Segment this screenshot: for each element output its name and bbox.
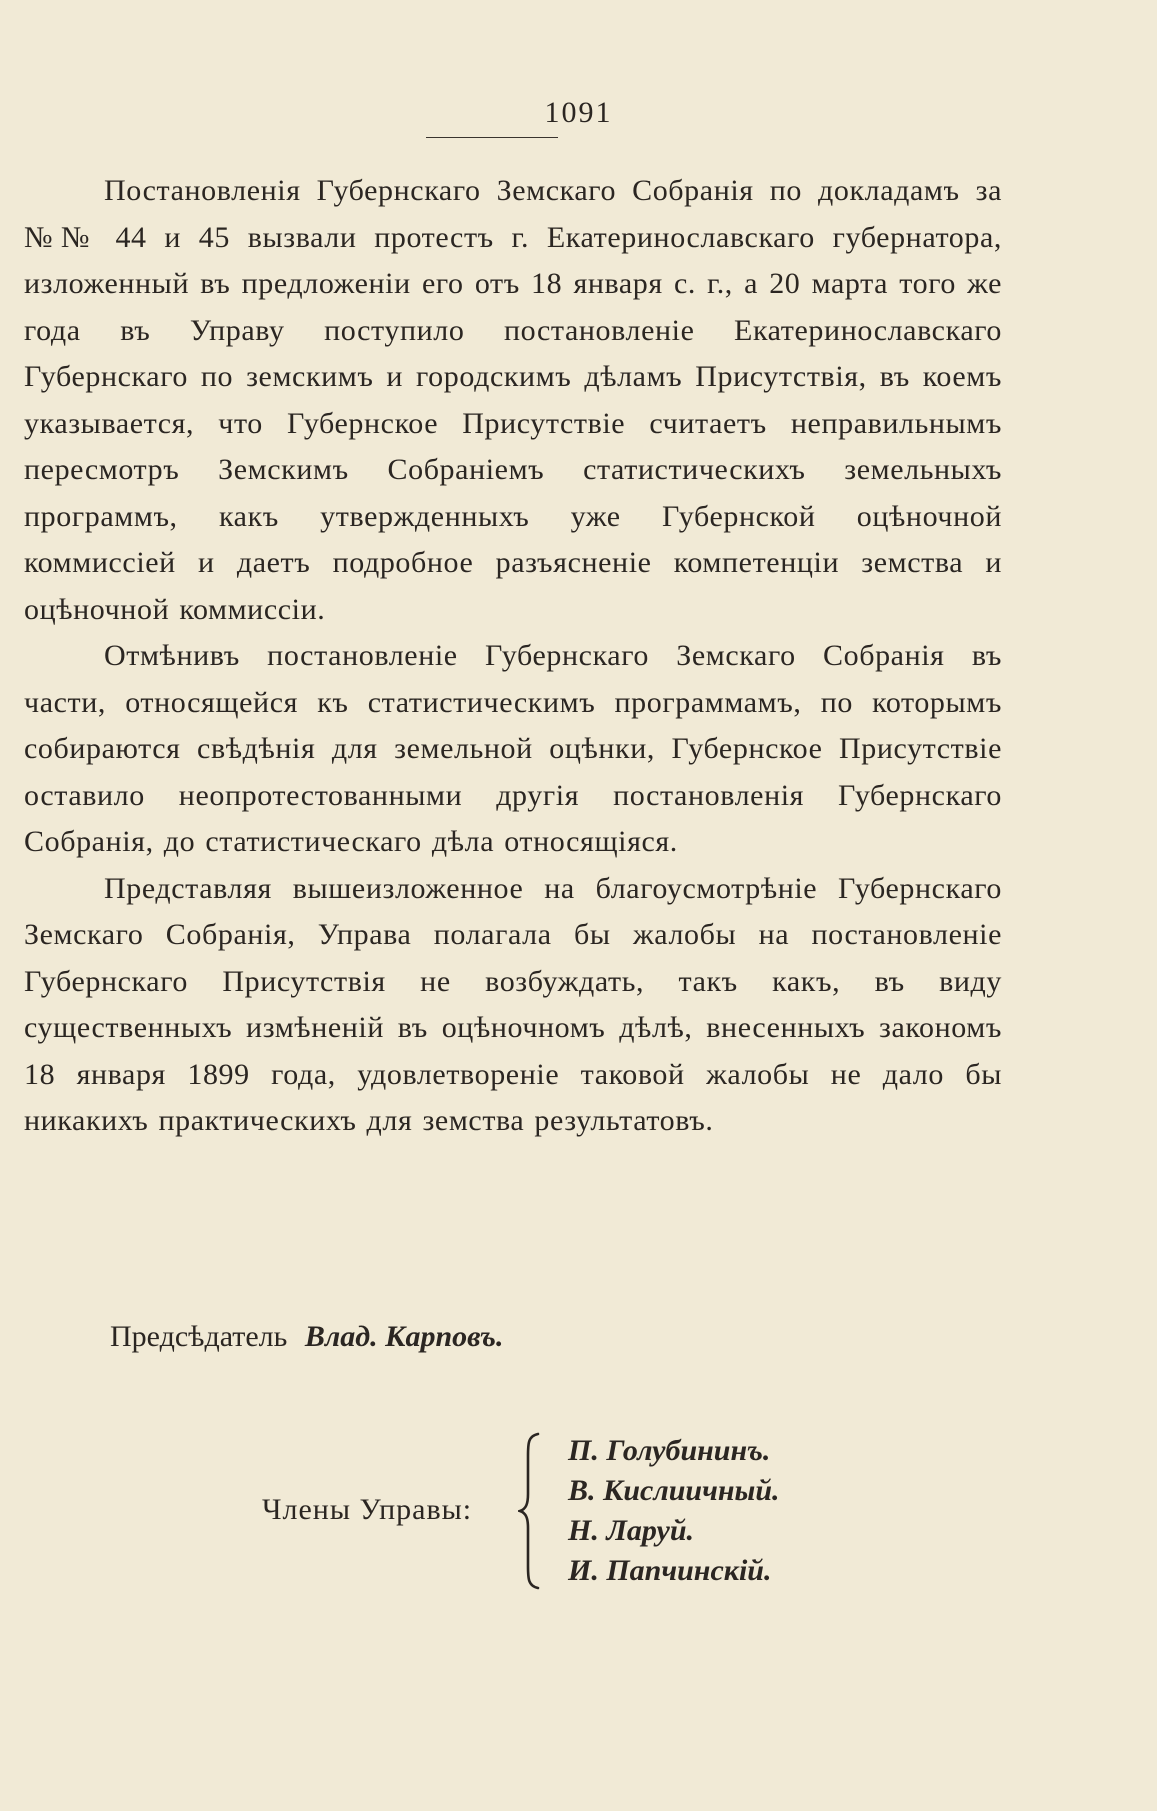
members-list [568, 1431, 780, 1591]
paragraph: Отмѣнивъ постановленіе Губернскаго Земскаго Собранія въ части, относящейся къ статистическимъ программамъ, по которымъ собираются свѣдѣнія для земельной оцѣнки, Губернское Присутствіе оставило неопротестованными другія постановленія Губернскаго Собранія, до статистическаго дѣла относящіяся. [24, 639, 1002, 858]
paragraph: Представляя вышеизложенное на благоусмотрѣніе Губернскаго Земскаго Собранія, Управа полагала бы жалобы на постановленіе Губернскаго Присутствія не возбуждать, такъ какъ, въ виду существенныхъ измѣненій въ оцѣночномъ дѣлѣ, внесенныхъ закономъ 18 января 1899 года, удовлетвореніе таковой жалобы не дало бы никакихъ практическихъ для земства результатовъ. [24, 871, 1002, 1137]
curly-brace-icon [518, 1432, 546, 1590]
chairman-signature [110, 1320, 503, 1354]
member-name: В. Кислиичный. [568, 1474, 780, 1507]
paragraph: Постановленія Губернскаго Земскаго Собранія по докладамъ за №№ 44 и 45 вызвали протестъ г. Екатеринославскаго губернатора, изложенный въ предложеніи его отъ 18 января с. г., а 20 марта того же года въ Управу поступило постановленіе Екатеринославскаго Губернскаго по земскимъ и городскимъ дѣламъ Присутствія, въ коемъ указывается, что Губернское Присутствіе считаетъ неправильнымъ пересмотръ Земскимъ Собраніемъ статистическихъ земельныхъ программъ, какъ утвержденныхъ уже Губернской оцѣночной коммиссіей и даетъ подробное разъясненіе компетенціи земства и оцѣночной коммиссіи. [24, 174, 1002, 626]
member-name: П. Голубининъ. [568, 1434, 771, 1467]
chairman-title: Предсѣдатель [110, 1320, 288, 1353]
members-label: Члены Управы: [262, 1493, 473, 1526]
member-name: И. Папчинскій. [568, 1554, 772, 1587]
body-text [24, 168, 1002, 1145]
member-name: Н. Ларуй. [568, 1514, 695, 1547]
page-number: 1091 [544, 96, 613, 129]
chairman-name: Влад. Карповъ. [304, 1320, 504, 1353]
header-rule [426, 137, 558, 138]
